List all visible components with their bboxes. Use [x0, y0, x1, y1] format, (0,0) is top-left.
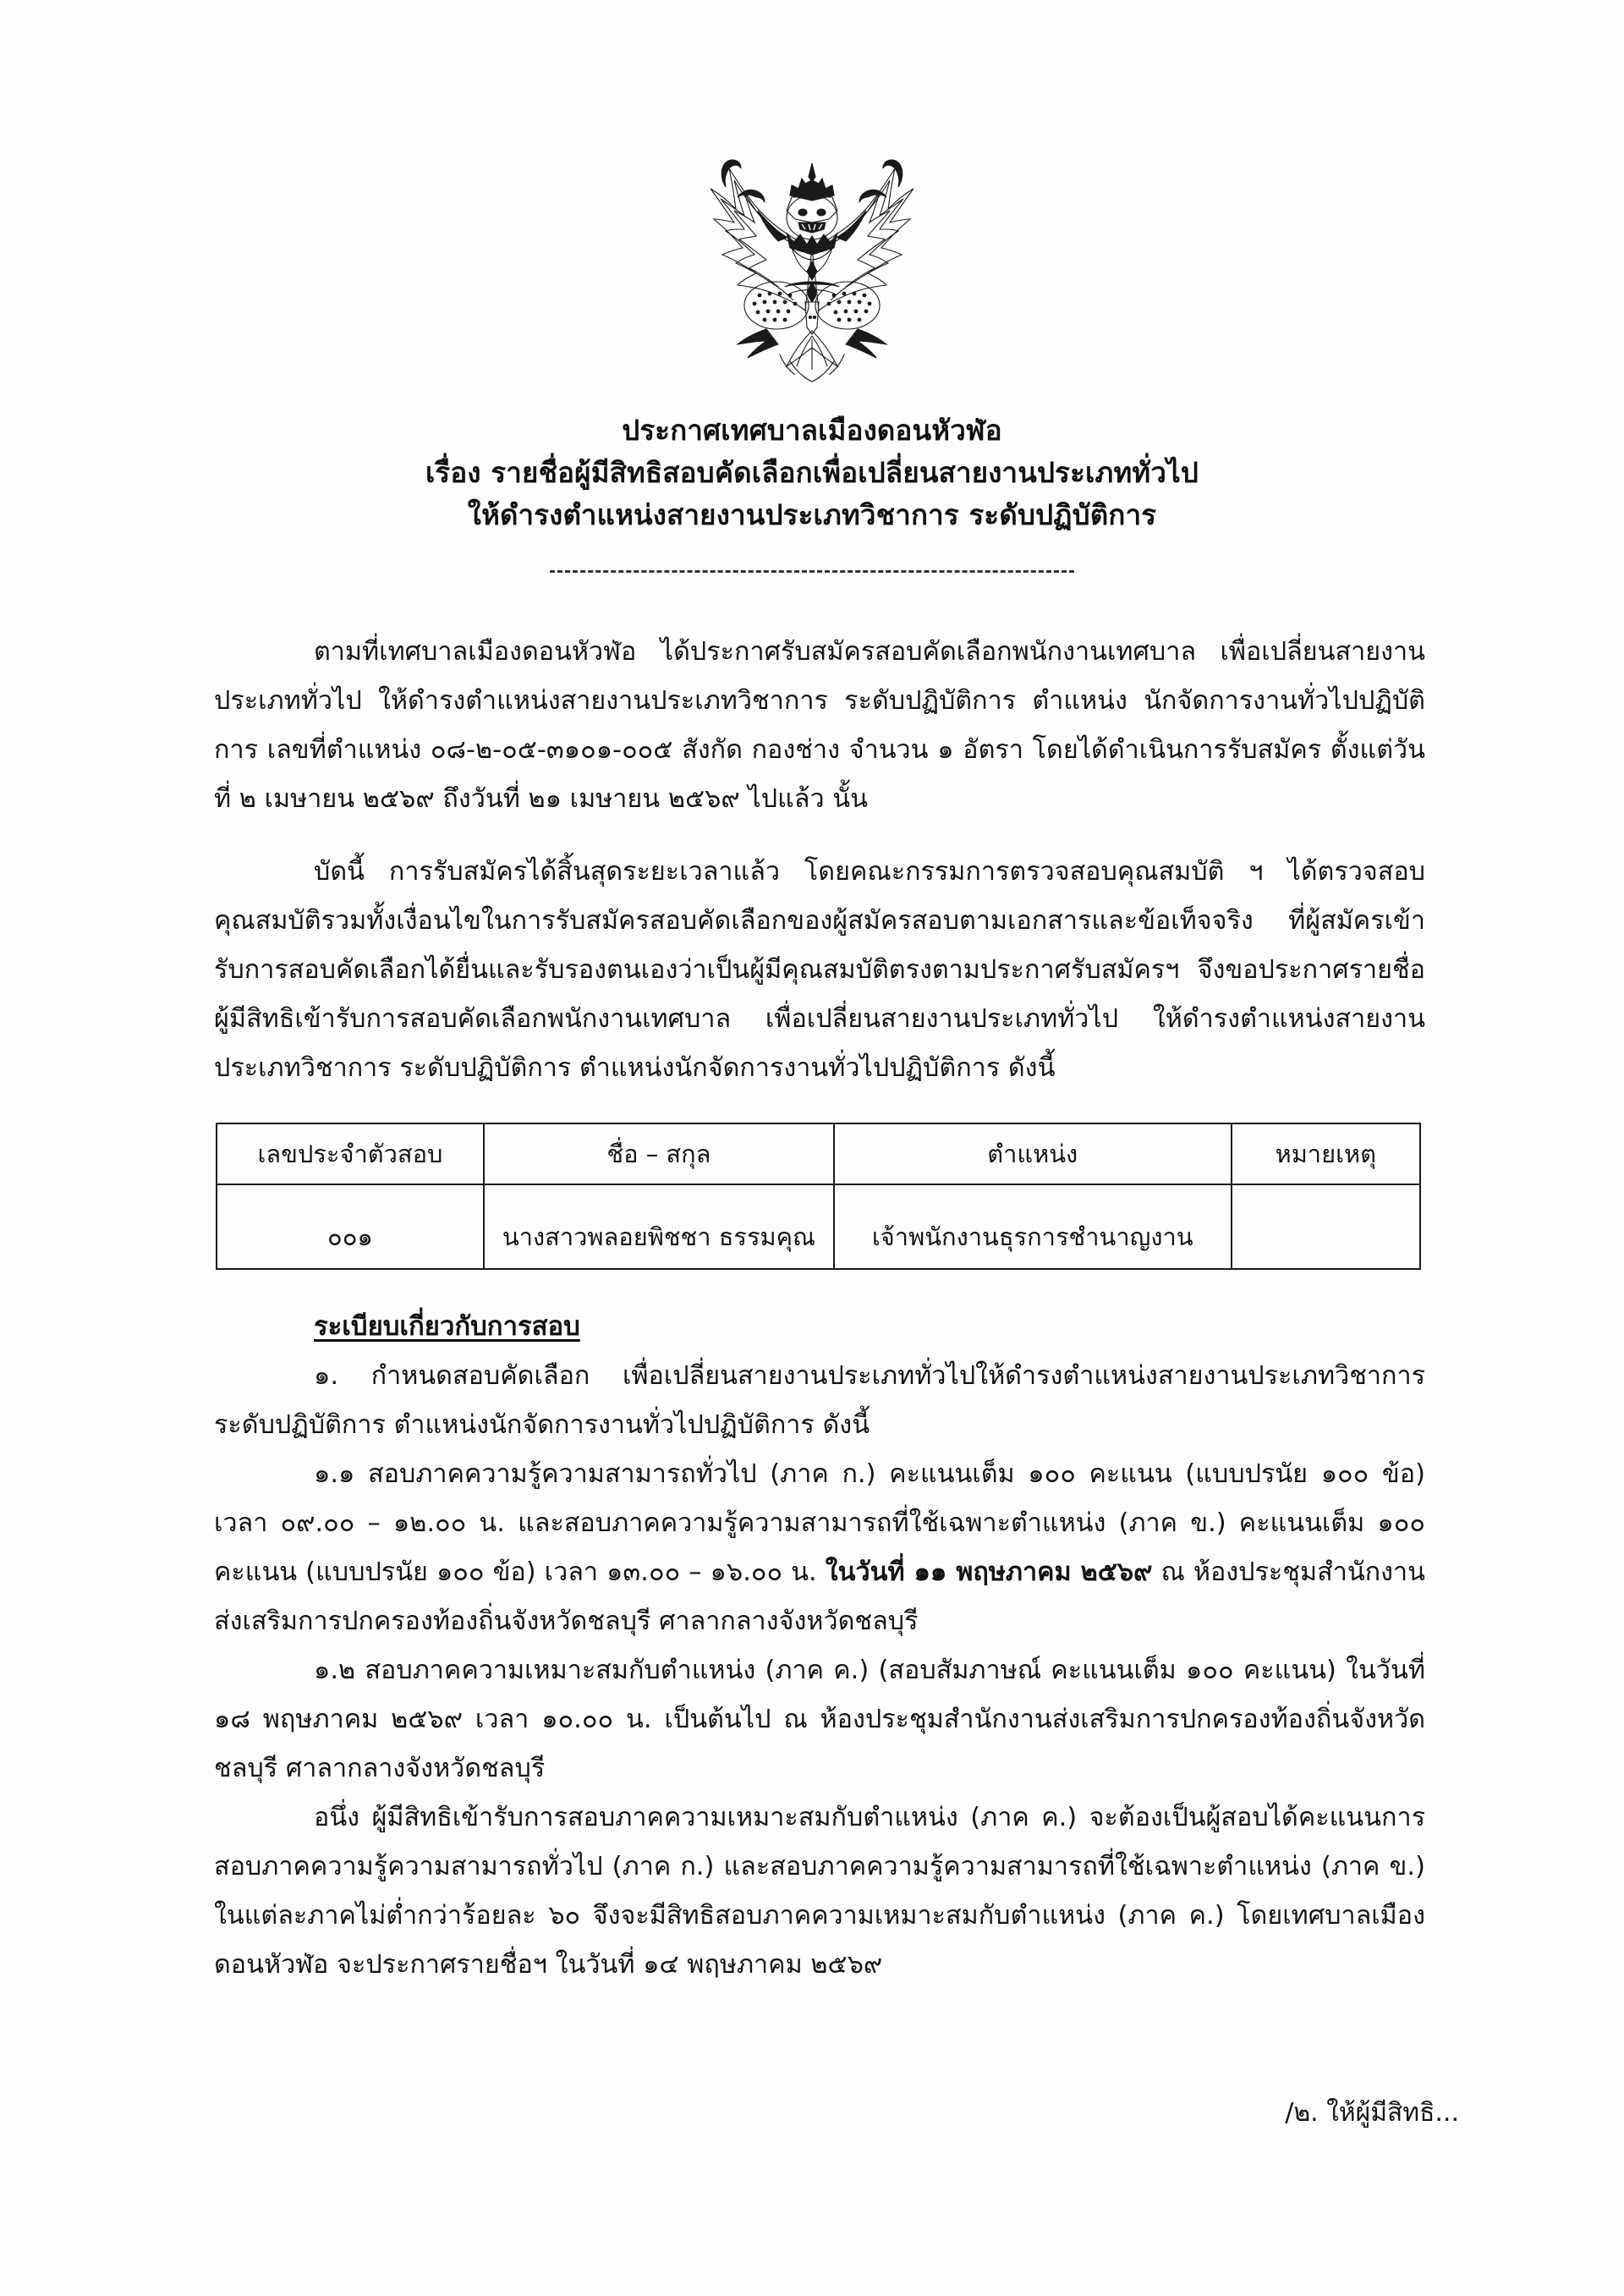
- cell-remark: [1232, 1184, 1420, 1269]
- heading-line-3: ให้ดำรงตำแหน่งสายงานประเภทวิชาการ ระดับปฏิบัติการ: [467, 498, 1157, 531]
- paragraph-1: ตามที่เทศบาลเมืองดอนหัวฬ่อ ได้ประกาศรับสมัครสอบคัดเลือกพนักงานเทศบาล เพื่อเปลี่ยนสายงานประเภททั่วไป ให้ดำรงตำแหน่งสายงานประเภทวิชาการ ระดับปฏิบัติการ ตำแหน่ง นักจัดการงานทั่วไปปฏิบัติการ เลขที่ตำแหน่ง ๐๘-๒-๐๕-๓๑๐๑-๐๐๕ สังกัด กองช่าง จำนวน ๑ อัตรา โดยได้ดำเนินการรับสมัคร ตั้งแต่วันที่ ๒ เมษายน ๒๕๖๙ ถึงวันที่ ๒๑ เมษายน ๒๕๖๙ ไปแล้ว นั้น: [214, 637, 1425, 814]
- rule-item-1: ๑. กำหนดสอบคัดเลือก เพื่อเปลี่ยนสายงานประเภททั่วไปให้ดำรงตำแหน่งสายงานประเภทวิชาการ ระดับปฏิบัติการ ตำแหน่งนักจัดการงานทั่วไปปฏิบัติการ ดังนี้: [214, 1361, 1425, 1440]
- cell-name: นางสาวพลอยพิชชา ธรรมคุณ: [484, 1184, 834, 1269]
- rule-item-note: อนึ่ง ผู้มีสิทธิเข้ารับการสอบภาคความเหมาะสมกับตำแหน่ง (ภาค ค.) จะต้องเป็นผู้สอบได้คะแนนการสอบภาคความรู้ความสามารถทั่วไป (ภาค ก.) และสอบภาคความรู้ความสามารถที่ใช้เฉพาะตำแหน่ง (ภาค ข.) ในแต่ละภาคไม่ต่ำกว่าร้อยละ ๖๐ จึงจะมีสิทธิสอบภาคความเหมาะสมกับตำแหน่ง (ภาค ค.) โดยเทศบาลเมืองดอนหัวฬ่อ จะประกาศรายชื่อฯ ในวันที่ ๑๔ พฤษภาคม ๒๕๖๙: [214, 1803, 1425, 1980]
- applicants-table-container: [216, 1123, 1421, 1270]
- column-header-name: ชื่อ – สกุล: [484, 1123, 834, 1184]
- heading-line-1: ประกาศเทศบาลเมืองดอนหัวฬ่อ: [622, 414, 1002, 447]
- garuda-emblem: [685, 148, 939, 402]
- emblem-container: [0, 148, 1624, 402]
- table-header-row: [217, 1123, 1420, 1184]
- cell-position: เจ้าพนักงานธุรการชำนาญงาน: [834, 1184, 1232, 1269]
- body-text: [214, 628, 1425, 1093]
- rule-1-1-text-b: ณ ห้องประชุมสำนักงานส่งเสริมการปกครองท้องถิ่นจังหวัดชลบุรี ศาลากลางจังหวัดชลบุรี: [214, 1557, 1426, 1636]
- paragraph-2: บัดนี้ การรับสมัครได้สิ้นสุดระยะเวลาแล้ว โดยคณะกรรมการตรวจสอบคุณสมบัติ ฯ ได้ตรวจสอบคุณสมบัติรวมทั้งเงื่อนไขในการรับสมัครสอบคัดเลือกของผู้สมัครสอบตามเอกสารและข้อเท็จจริง ที่ผู้สมัครเข้ารับการสอบคัดเลือกได้ยื่นและรับรองตนเองว่าเป็นผู้มีคุณสมบัติตรงตามประกาศรับสมัครฯ จึงขอประกาศรายชื่อผู้มีสิทธิเข้ารับการสอบคัดเลือกพนักงานเทศบาล เพื่อเปลี่ยนสายงานประเภททั่วไป ให้ดำรงตำแหน่งสายงานประเภทวิชาการ ระดับปฏิบัติการ ตำแหน่งนักจัดการงานทั่วไปปฏิบัติการ ดังนี้: [214, 857, 1425, 1083]
- rule-1-1-text-a: ๑.๑ สอบภาคความรู้ความสามารถทั่วไป (ภาค ก.) คะแนนเต็ม ๑๐๐ คะแนน (แบบปรนัย ๑๐๐ ข้อ) เวลา ๐๙.๐๐ – ๑๒.๐๐ น. และสอบภาคความรู้ความสามารถที่ใช้เฉพาะตำแหน่ง (ภาค ข.) คะแนนเต็ม ๑๐๐ คะแนน (แบบปรนัย ๑๐๐ ข้อ) เวลา ๑๓.๐๐ – ๑๖.๐๐ น.: [214, 1459, 1425, 1587]
- cell-exam-number: ๐๐๑: [217, 1184, 484, 1269]
- column-header-position: ตำแหน่ง: [834, 1123, 1232, 1184]
- column-header-remark: หมายเหตุ: [1232, 1123, 1420, 1184]
- page-continuation-note: /๒. ให้ผู้มีสิทธิ...: [1285, 2098, 1459, 2128]
- column-header-exam-number: เลขประจำตัวสอบ: [217, 1123, 484, 1184]
- applicants-table: [216, 1123, 1421, 1270]
- document-heading: [0, 409, 1624, 536]
- heading-separator: [0, 570, 1624, 573]
- table-row: [217, 1184, 1420, 1269]
- rules-title: ระเบียบเกี่ยวกับการสอบ: [314, 1311, 580, 1342]
- rule-item-1-1: [214, 1450, 1425, 1646]
- dashed-rule: [550, 570, 1074, 573]
- heading-line-2: เรื่อง รายชื่อผู้มีสิทธิสอบคัดเลือกเพื่อเปลี่ยนสายงานประเภททั่วไป: [425, 456, 1199, 489]
- rule-item-1-2: ๑.๒ สอบภาคความเหมาะสมกับตำแหน่ง (ภาค ค.) (สอบสัมภาษณ์ คะแนนเต็ม ๑๐๐ คะแนน) ในวันที่ ๑๘ พฤษภาคม ๒๕๖๙ เวลา ๑๐.๐๐ น. เป็นต้นไป ณ ห้องประชุมสำนักงานส่งเสริมการปกครองท้องถิ่นจังหวัดชลบุรี ศาลากลางจังหวัดชลบุรี: [214, 1656, 1425, 1783]
- rule-1-1-exam-date: ในวันที่ ๑๑ พฤษภาคม ๒๕๖๙: [825, 1557, 1153, 1587]
- exam-rules-section: [214, 1305, 1425, 1990]
